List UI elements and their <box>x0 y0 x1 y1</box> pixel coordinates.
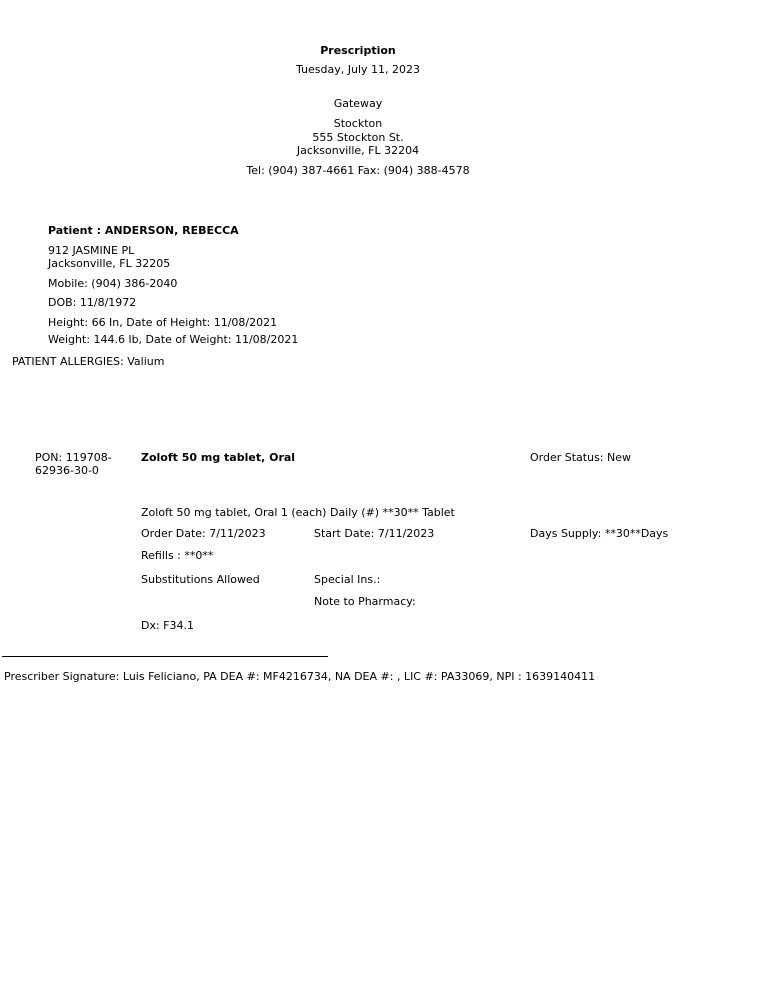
pharmacy-location: Stockton <box>333 117 383 130</box>
patient-dob: DOB: 11/8/1972 <box>48 296 137 309</box>
patient-address-line1: 912 JASMINE PL <box>48 244 135 257</box>
prescriber-signature: Prescriber Signature: Luis Feliciano, PA DEA #: MF4216734, NA DEA #: , LIC #: PA33069, NPI : 1639140411 <box>4 670 596 683</box>
substitutions: Substitutions Allowed <box>141 573 260 586</box>
patient-heading: Patient : ANDERSON, REBECCA <box>48 224 239 237</box>
days-supply: Days Supply: **30**Days <box>530 527 669 540</box>
prescription-date: Tuesday, July 11, 2023 <box>295 63 420 76</box>
document-title: Prescription <box>320 44 396 57</box>
drug-sig: Zoloft 50 mg tablet, Oral 1 (each) Daily (#) **30** Tablet <box>141 506 455 519</box>
drug-title: Zoloft 50 mg tablet, Oral <box>141 451 296 464</box>
special-instructions: Special Ins.: <box>314 573 381 586</box>
pharmacy-name: Gateway <box>333 97 383 110</box>
signature-line <box>2 656 328 657</box>
order-status: Order Status: New <box>530 451 632 464</box>
pharmacy-street: 555 Stockton St. <box>312 131 404 144</box>
pon-line1: PON: 119708- <box>35 451 112 464</box>
diagnosis-code: Dx: F34.1 <box>141 619 195 632</box>
patient-allergies: PATIENT ALLERGIES: Valium <box>12 355 165 368</box>
patient-mobile: Mobile: (904) 386-2040 <box>48 277 178 290</box>
note-to-pharmacy: Note to Pharmacy: <box>314 595 416 608</box>
refills: Refills : **0** <box>141 549 214 562</box>
patient-weight: Weight: 144.6 lb, Date of Weight: 11/08/2021 <box>48 333 299 346</box>
pon-line2: 62936-30-0 <box>35 464 99 477</box>
pharmacy-phone-fax: Tel: (904) 387-4661 Fax: (904) 388-4578 <box>246 164 470 177</box>
pharmacy-city-state-zip: Jacksonville, FL 32204 <box>296 144 420 157</box>
order-date: Order Date: 7/11/2023 <box>141 527 266 540</box>
patient-height: Height: 66 In, Date of Height: 11/08/2021 <box>48 316 278 329</box>
start-date: Start Date: 7/11/2023 <box>314 527 435 540</box>
patient-address-line2: Jacksonville, FL 32205 <box>48 257 171 270</box>
